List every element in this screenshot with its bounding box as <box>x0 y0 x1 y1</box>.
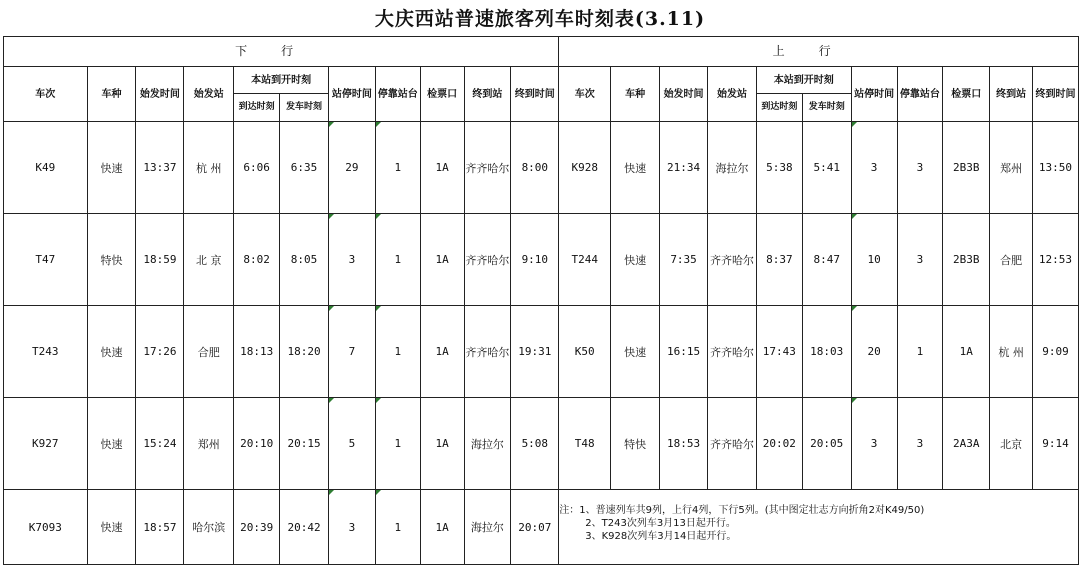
up-arrive-time-cell: 17:43 <box>756 306 802 398</box>
note-line: 注：1、普速列车共9列，上行4列，下行5列。(其中图定壮志方向折角2对K49/50) <box>559 505 925 516</box>
down-origin-depart-cell: 17:26 <box>136 306 184 398</box>
up-origin-cell: 海拉尔 <box>708 122 757 214</box>
up-terminal-cell: 郑州 <box>990 122 1033 214</box>
down-arrive-time-cell: 8:02 <box>234 214 280 306</box>
down-train-type-header: 车种 <box>87 67 136 122</box>
down-arrive-time-cell: 20:10 <box>234 398 280 490</box>
down-terminal-header: 终到站 <box>464 67 511 122</box>
down-gate-cell: 1A <box>420 122 464 214</box>
up-terminal-time-cell: 13:50 <box>1032 122 1078 214</box>
down-depart-time-cell: 18:20 <box>280 306 329 398</box>
up-origin-cell: 齐齐哈尔 <box>708 398 757 490</box>
up-terminal-cell: 杭 州 <box>990 306 1033 398</box>
up-stop-time-cell: 3 <box>851 398 897 490</box>
up-train-no-cell: K928 <box>559 122 611 214</box>
down-gate-cell: 1A <box>420 490 464 565</box>
down-terminal-time-cell: 20:07 <box>511 490 559 565</box>
up-stop-time-cell: 20 <box>851 306 897 398</box>
down-terminal-time-cell: 9:10 <box>511 214 559 306</box>
up-origin-depart-cell: 7:35 <box>660 214 708 306</box>
up-origin-cell: 齐齐哈尔 <box>708 306 757 398</box>
down-stop-time-cell: 3 <box>329 214 376 306</box>
up-origin-header: 始发站 <box>708 67 757 122</box>
up-stop-time-header: 站停时间 <box>851 67 897 122</box>
down-origin-header: 始发站 <box>184 67 234 122</box>
down-terminal-cell: 齐齐哈尔 <box>464 306 511 398</box>
down-origin-cell: 合肥 <box>184 306 234 398</box>
down-terminal-cell: 齐齐哈尔 <box>464 122 511 214</box>
up-origin-depart-header: 始发时间 <box>660 67 708 122</box>
down-terminal-time-cell: 8:00 <box>511 122 559 214</box>
note-line: 3、K928次列车3月14日起开行。 <box>585 531 737 542</box>
up-origin-depart-cell: 21:34 <box>660 122 708 214</box>
up-origin-depart-cell: 16:15 <box>660 306 708 398</box>
down-platform-cell: 1 <box>375 214 420 306</box>
timetable <box>3 36 1079 565</box>
down-station-times-header: 本站到开时刻 <box>234 67 329 94</box>
down-gate-cell: 1A <box>420 214 464 306</box>
down-arrive-time-cell: 6:06 <box>234 122 280 214</box>
up-arrive-header: 到达时刻 <box>756 94 802 122</box>
down-depart-time-cell: 20:42 <box>280 490 329 565</box>
down-stop-time-cell: 3 <box>329 490 376 565</box>
up-depart-time-cell: 20:05 <box>802 398 851 490</box>
down-arrive-header: 到达时刻 <box>234 94 280 122</box>
up-terminal-time-cell: 12:53 <box>1032 214 1078 306</box>
up-origin-cell: 齐齐哈尔 <box>708 214 757 306</box>
up-train-no-cell: K50 <box>559 306 611 398</box>
page-title: 大庆西站普速旅客列车时刻表(3.11) <box>374 8 706 30</box>
up-terminal-time-cell: 9:14 <box>1032 398 1078 490</box>
up-gate-header: 检票口 <box>943 67 990 122</box>
down-train-no-cell: K7093 <box>4 490 88 565</box>
down-train-no-cell: K927 <box>4 398 88 490</box>
down-terminal-time-cell: 19:31 <box>511 306 559 398</box>
up-platform-cell: 1 <box>897 306 943 398</box>
down-terminal-cell: 齐齐哈尔 <box>464 214 511 306</box>
up-train-type-cell: 快速 <box>611 122 660 214</box>
down-stop-time-cell: 7 <box>329 306 376 398</box>
up-train-no-cell: T244 <box>559 214 611 306</box>
down-stop-time-cell: 29 <box>329 122 376 214</box>
down-train-type-cell: 特快 <box>87 214 136 306</box>
down-origin-cell: 杭 州 <box>184 122 234 214</box>
down-platform-cell: 1 <box>375 398 420 490</box>
up-stop-time-cell: 10 <box>851 214 897 306</box>
up-depart-time-cell: 8:47 <box>802 214 851 306</box>
up-gate-cell: 2A3A <box>943 398 990 490</box>
up-train-no-header: 车次 <box>559 67 611 122</box>
down-train-type-cell: 快速 <box>87 122 136 214</box>
up-train-type-cell: 快速 <box>611 306 660 398</box>
down-gate-cell: 1A <box>420 306 464 398</box>
down-terminal-cell: 海拉尔 <box>464 490 511 565</box>
down-stop-time-cell: 5 <box>329 398 376 490</box>
down-stop-time-header: 站停时间 <box>329 67 376 122</box>
down-train-no-header: 车次 <box>4 67 88 122</box>
up-depart-time-cell: 5:41 <box>802 122 851 214</box>
up-gate-cell: 2B3B <box>943 214 990 306</box>
down-origin-cell: 郑州 <box>184 398 234 490</box>
table-row <box>4 306 1079 398</box>
down-terminal-time-header: 终到时间 <box>511 67 559 122</box>
up-platform-cell: 3 <box>897 214 943 306</box>
down-train-type-cell: 快速 <box>87 398 136 490</box>
down-train-no-cell: K49 <box>4 122 88 214</box>
up-terminal-cell: 合肥 <box>990 214 1033 306</box>
down-train-no-cell: T243 <box>4 306 88 398</box>
down-gate-cell: 1A <box>420 398 464 490</box>
down-origin-cell: 哈尔滨 <box>184 490 234 565</box>
down-platform-cell: 1 <box>375 122 420 214</box>
up-depart-time-cell: 18:03 <box>802 306 851 398</box>
up-platform-cell: 3 <box>897 398 943 490</box>
down-train-type-cell: 快速 <box>87 490 136 565</box>
down-origin-depart-cell: 15:24 <box>136 398 184 490</box>
down-origin-depart-header: 始发时间 <box>136 67 184 122</box>
down-terminal-cell: 海拉尔 <box>464 398 511 490</box>
up-arrive-time-cell: 8:37 <box>756 214 802 306</box>
up-terminal-header: 终到站 <box>990 67 1033 122</box>
down-train-type-cell: 快速 <box>87 306 136 398</box>
up-terminal-time-header: 终到时间 <box>1032 67 1078 122</box>
up-gate-cell: 2B3B <box>943 122 990 214</box>
up-direction-header: 上行 <box>559 37 1079 67</box>
down-direction-header: 下行 <box>4 37 559 67</box>
up-origin-depart-cell: 18:53 <box>660 398 708 490</box>
note-line: 2、T243次列车3月13日起开行。 <box>585 518 736 529</box>
down-arrive-time-cell: 18:13 <box>234 306 280 398</box>
up-arrive-time-cell: 5:38 <box>756 122 802 214</box>
down-depart-time-cell: 8:05 <box>280 214 329 306</box>
up-arrive-time-cell: 20:02 <box>756 398 802 490</box>
down-arrive-time-cell: 20:39 <box>234 490 280 565</box>
table-row <box>4 490 1079 565</box>
down-depart-time-cell: 6:35 <box>280 122 329 214</box>
notes <box>559 490 1079 565</box>
up-terminal-time-cell: 9:09 <box>1032 306 1078 398</box>
table-row <box>4 122 1079 214</box>
down-depart-header: 发车时刻 <box>280 94 329 122</box>
table-row <box>4 214 1079 306</box>
down-origin-depart-cell: 18:59 <box>136 214 184 306</box>
down-origin-depart-cell: 13:37 <box>136 122 184 214</box>
down-gate-header: 检票口 <box>420 67 464 122</box>
down-platform-cell: 1 <box>375 490 420 565</box>
down-depart-time-cell: 20:15 <box>280 398 329 490</box>
up-stop-time-cell: 3 <box>851 122 897 214</box>
table-row <box>4 398 1079 490</box>
up-depart-header: 发车时刻 <box>802 94 851 122</box>
down-terminal-time-cell: 5:08 <box>511 398 559 490</box>
down-origin-cell: 北 京 <box>184 214 234 306</box>
up-platform-cell: 3 <box>897 122 943 214</box>
down-platform-header: 停靠站台 <box>375 67 420 122</box>
down-origin-depart-cell: 18:57 <box>136 490 184 565</box>
up-gate-cell: 1A <box>943 306 990 398</box>
up-station-times-header: 本站到开时刻 <box>756 67 851 94</box>
up-train-type-cell: 特快 <box>611 398 660 490</box>
up-terminal-cell: 北京 <box>990 398 1033 490</box>
up-train-type-header: 车种 <box>611 67 660 122</box>
down-train-no-cell: T47 <box>4 214 88 306</box>
up-platform-header: 停靠站台 <box>897 67 943 122</box>
down-platform-cell: 1 <box>375 306 420 398</box>
up-train-type-cell: 快速 <box>611 214 660 306</box>
up-train-no-cell: T48 <box>559 398 611 490</box>
